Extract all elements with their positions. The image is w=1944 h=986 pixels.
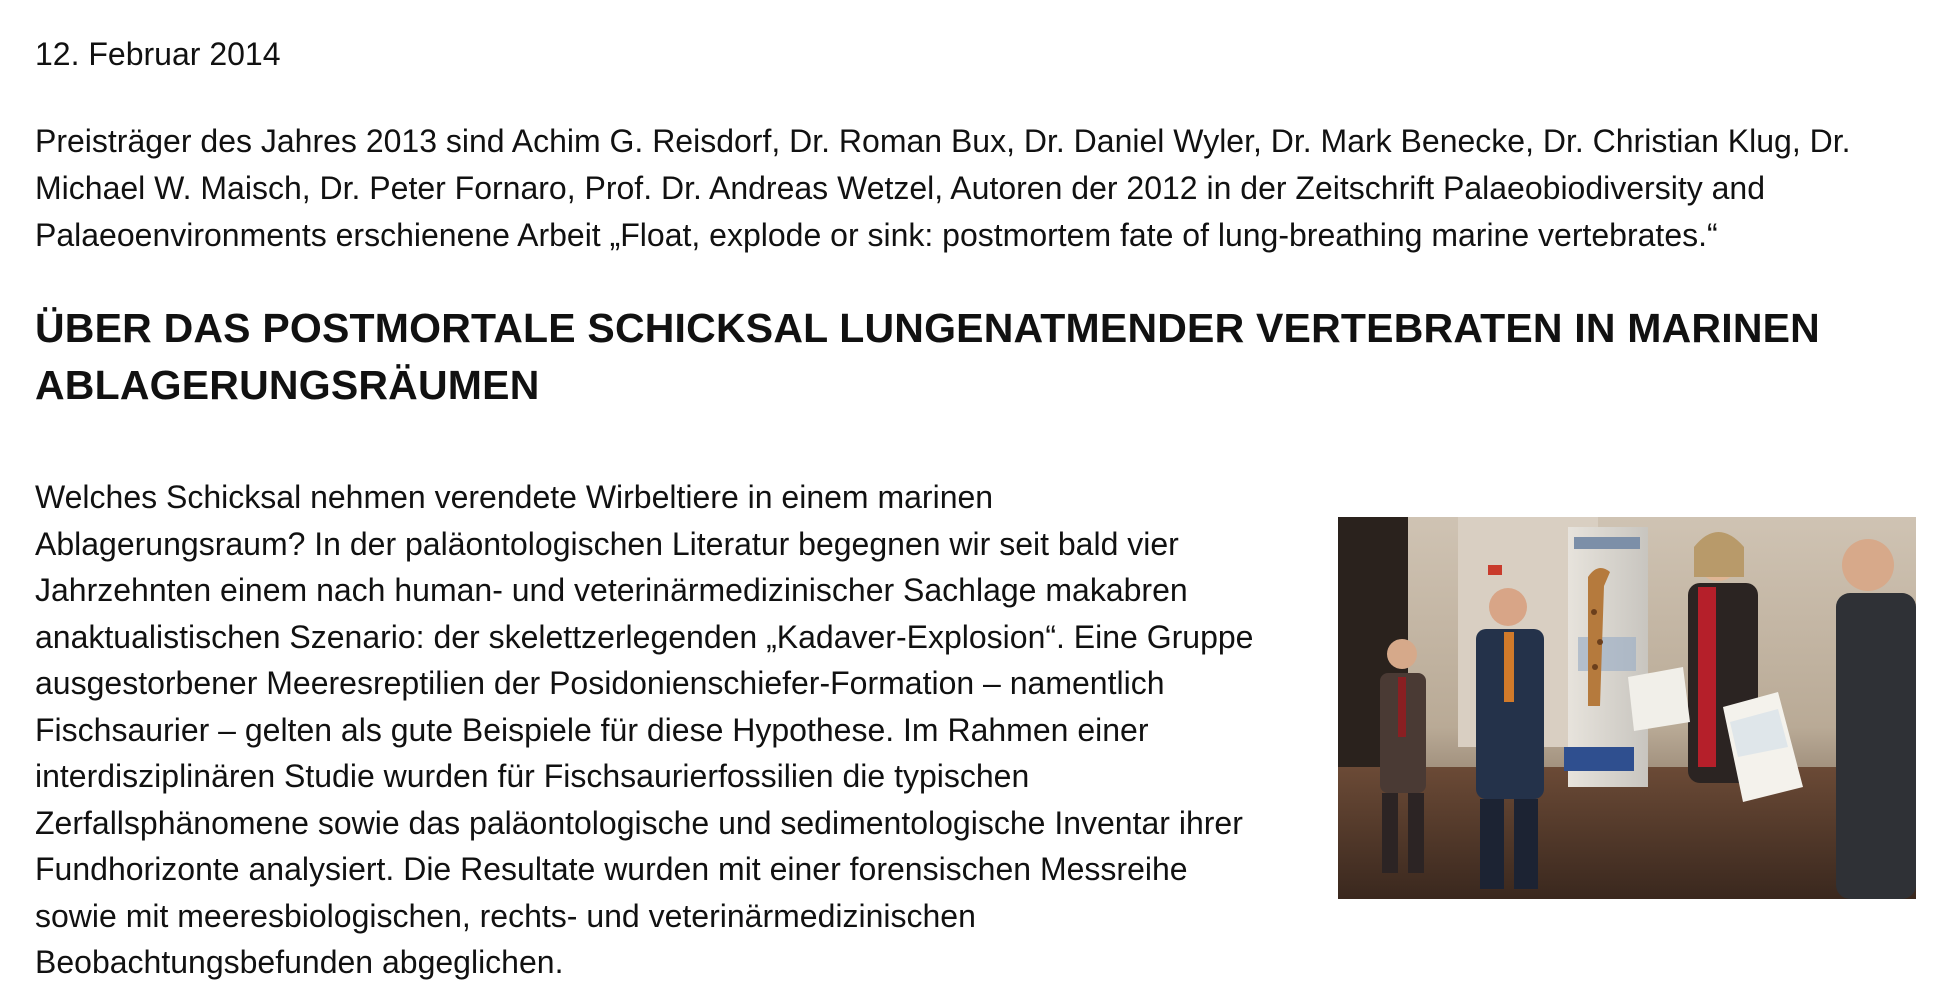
body-line: Zerfallsphänomene sowie das paläontologische und sedimentologische Inventar ihrer bbox=[35, 804, 1243, 841]
body-line: Ablagerungsraum? In der paläontologischen Literatur begegnen wir seit bald vier bbox=[35, 525, 1179, 562]
body-line: Fischsaurier – gelten als gute Beispiele für diese Hypothese. Im Rahmen einer bbox=[35, 711, 1149, 748]
body-line: Fundhorizonte analysiert. Die Resultate wurden mit einer forensischen Messreihe bbox=[35, 851, 1188, 887]
intro-line: Palaeoenvironments erschienene Arbeit „Float, explode or sink: postmortem fate of lung-breathing marine vertebrates.“ bbox=[35, 217, 1718, 253]
article-date: 12. Februar 2014 bbox=[35, 36, 281, 72]
intro-line: Michael W. Maisch, Dr. Peter Fornaro, Prof. Dr. Andreas Wetzel, Autoren der 2012 in der Zeitschrift Palaeobiodiversity and bbox=[35, 170, 1765, 206]
award-ceremony-photo-image bbox=[1338, 517, 1916, 899]
intro-paragraph bbox=[35, 118, 1915, 259]
body-line: Welches Schicksal nehmen verendete Wirbeltiere in einem marinen bbox=[35, 479, 994, 515]
article-headline bbox=[35, 300, 1915, 414]
headline-line: ABLAGERUNGSRÄUMEN bbox=[35, 362, 540, 408]
body-line: Jahrzehnten einem nach human- und veterinärmedizinischer Sachlage makabren bbox=[35, 572, 1188, 608]
body-line: Beobachtungsbefunden abgeglichen. bbox=[35, 944, 564, 980]
headline-line: ÜBER DAS POSTMORTALE SCHICKSAL LUNGENATMENDER VERTEBRATEN IN MARINEN bbox=[35, 305, 1820, 351]
body-line: anaktualistischen Szenario: der skelettzerlegenden „Kadaver-Explosion“. Eine Gruppe bbox=[35, 618, 1254, 655]
body-line: interdisziplinären Studie wurden für Fischsaurierfossilien die typischen bbox=[35, 758, 1030, 794]
body-line: ausgestorbener Meeresreptilien der Posidonienschiefer-Formation – namentlich bbox=[35, 665, 1165, 701]
award-ceremony-photo bbox=[1338, 517, 1916, 899]
intro-line: Preisträger des Jahres 2013 sind Achim G. Reisdorf, Dr. Roman Bux, Dr. Daniel Wyler, Dr. Mark Benecke, Dr. Christian Klug, Dr. bbox=[35, 123, 1851, 159]
body-paragraph bbox=[35, 474, 1315, 986]
body-line: sowie mit meeresbiologischen, rechts- und veterinärmedizinischen bbox=[35, 897, 976, 934]
